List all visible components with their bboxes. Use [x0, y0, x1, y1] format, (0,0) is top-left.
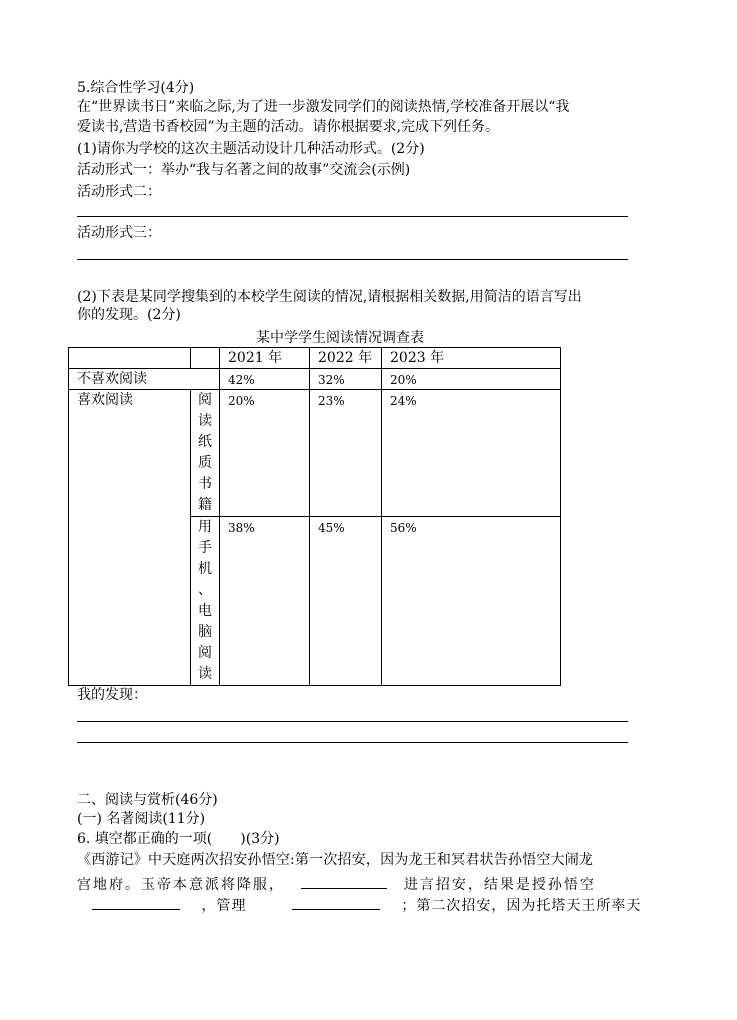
question-6-title: 6. 填空都正确的一项( )(3分)	[77, 831, 280, 847]
answer-line-form-3[interactable]	[77, 259, 628, 260]
question-5-intro-line-1: 在“世界读书日”来临之际,为了进一步激发同学们的阅读热情,学校准备开展以“我	[77, 99, 570, 115]
digital-reading-label: 用 手 机 、 电 脑 阅 读	[191, 517, 220, 686]
fill-blank-1[interactable]	[301, 874, 387, 889]
paper-2022: 23%	[310, 390, 382, 517]
section-2-title: 二、阅读与赏析(46分)	[77, 792, 218, 808]
dislike-2022: 32%	[310, 369, 382, 390]
reading-survey-table	[68, 347, 561, 686]
my-discovery-label: 我的发现：	[77, 687, 147, 703]
header-empty-cell	[69, 348, 191, 369]
table-header-row	[69, 348, 561, 369]
table-title: 某中学学生阅读情况调查表	[256, 330, 424, 346]
digital-2022: 45%	[310, 517, 382, 686]
header-year-2021: 2021 年	[220, 348, 310, 369]
answer-line-form-2[interactable]	[77, 216, 628, 217]
question-6-line-3-part-b: ；第二次招安，因为托塔天王所率天	[401, 898, 642, 914]
question-6-line-3-part-a: ，管理	[201, 898, 247, 914]
table-row-paper-reading	[69, 390, 561, 517]
dislike-2023: 20%	[382, 369, 561, 390]
fill-blank-2[interactable]	[92, 895, 180, 910]
header-year-2023: 2023 年	[382, 348, 561, 369]
activity-form-3-label: 活动形式三：	[77, 225, 161, 241]
part-2-question-line-2: 你的发现。(2分)	[77, 307, 181, 323]
paper-2021: 20%	[220, 390, 310, 517]
question-6-line-2	[77, 874, 596, 894]
answer-line-discovery-1[interactable]	[77, 721, 628, 722]
digital-2021: 38%	[220, 517, 310, 686]
paper-2023: 24%	[382, 390, 561, 517]
fill-blank-3[interactable]	[292, 895, 380, 910]
like-label: 喜欢阅读	[69, 390, 191, 686]
question-6-line-1: 《西游记》中天庭两次招安孙悟空:第一次招安，因为龙王和冥君状告孙悟空大闹龙	[77, 852, 594, 868]
paper-reading-label: 阅 读 纸 质 书 籍	[191, 390, 220, 517]
question-6-line-2-part-a: 宫地府。玉帝本意派将降服，	[77, 877, 285, 893]
part-1-question: (1)请你为学校的这次主题活动设计几种活动形式。(2分)	[77, 141, 425, 157]
header-empty-subcell	[191, 348, 220, 369]
table-row-dislike	[69, 369, 561, 390]
digital-2023: 56%	[382, 517, 561, 686]
dislike-2021: 42%	[220, 369, 310, 390]
part-2-question-line-1: (2)下表是某同学搜集到的本校学生阅读的情况,请根据相关数据,用简洁的语言写出	[77, 289, 582, 305]
activity-form-2-label: 活动形式二：	[77, 184, 161, 200]
section-2-subsection-1: (一) 名著阅读(11分)	[77, 811, 206, 827]
header-year-2022: 2022 年	[310, 348, 382, 369]
question-6-line-2-part-b: 进言招安，结果是授孙悟空	[403, 877, 596, 893]
question-6-line-3	[92, 895, 641, 915]
question-5-intro-line-2: 爱读书,营造书香校园”为主题的活动。请你根据要求,完成下列任务。	[77, 119, 500, 135]
answer-line-discovery-2[interactable]	[77, 742, 628, 743]
question-5-title: 5.综合性学习(4分)	[77, 80, 195, 96]
dislike-label: 不喜欢阅读	[69, 369, 220, 390]
activity-form-1: 活动形式一：举办“我与名著之间的故事”交流会(示例)	[77, 162, 411, 178]
